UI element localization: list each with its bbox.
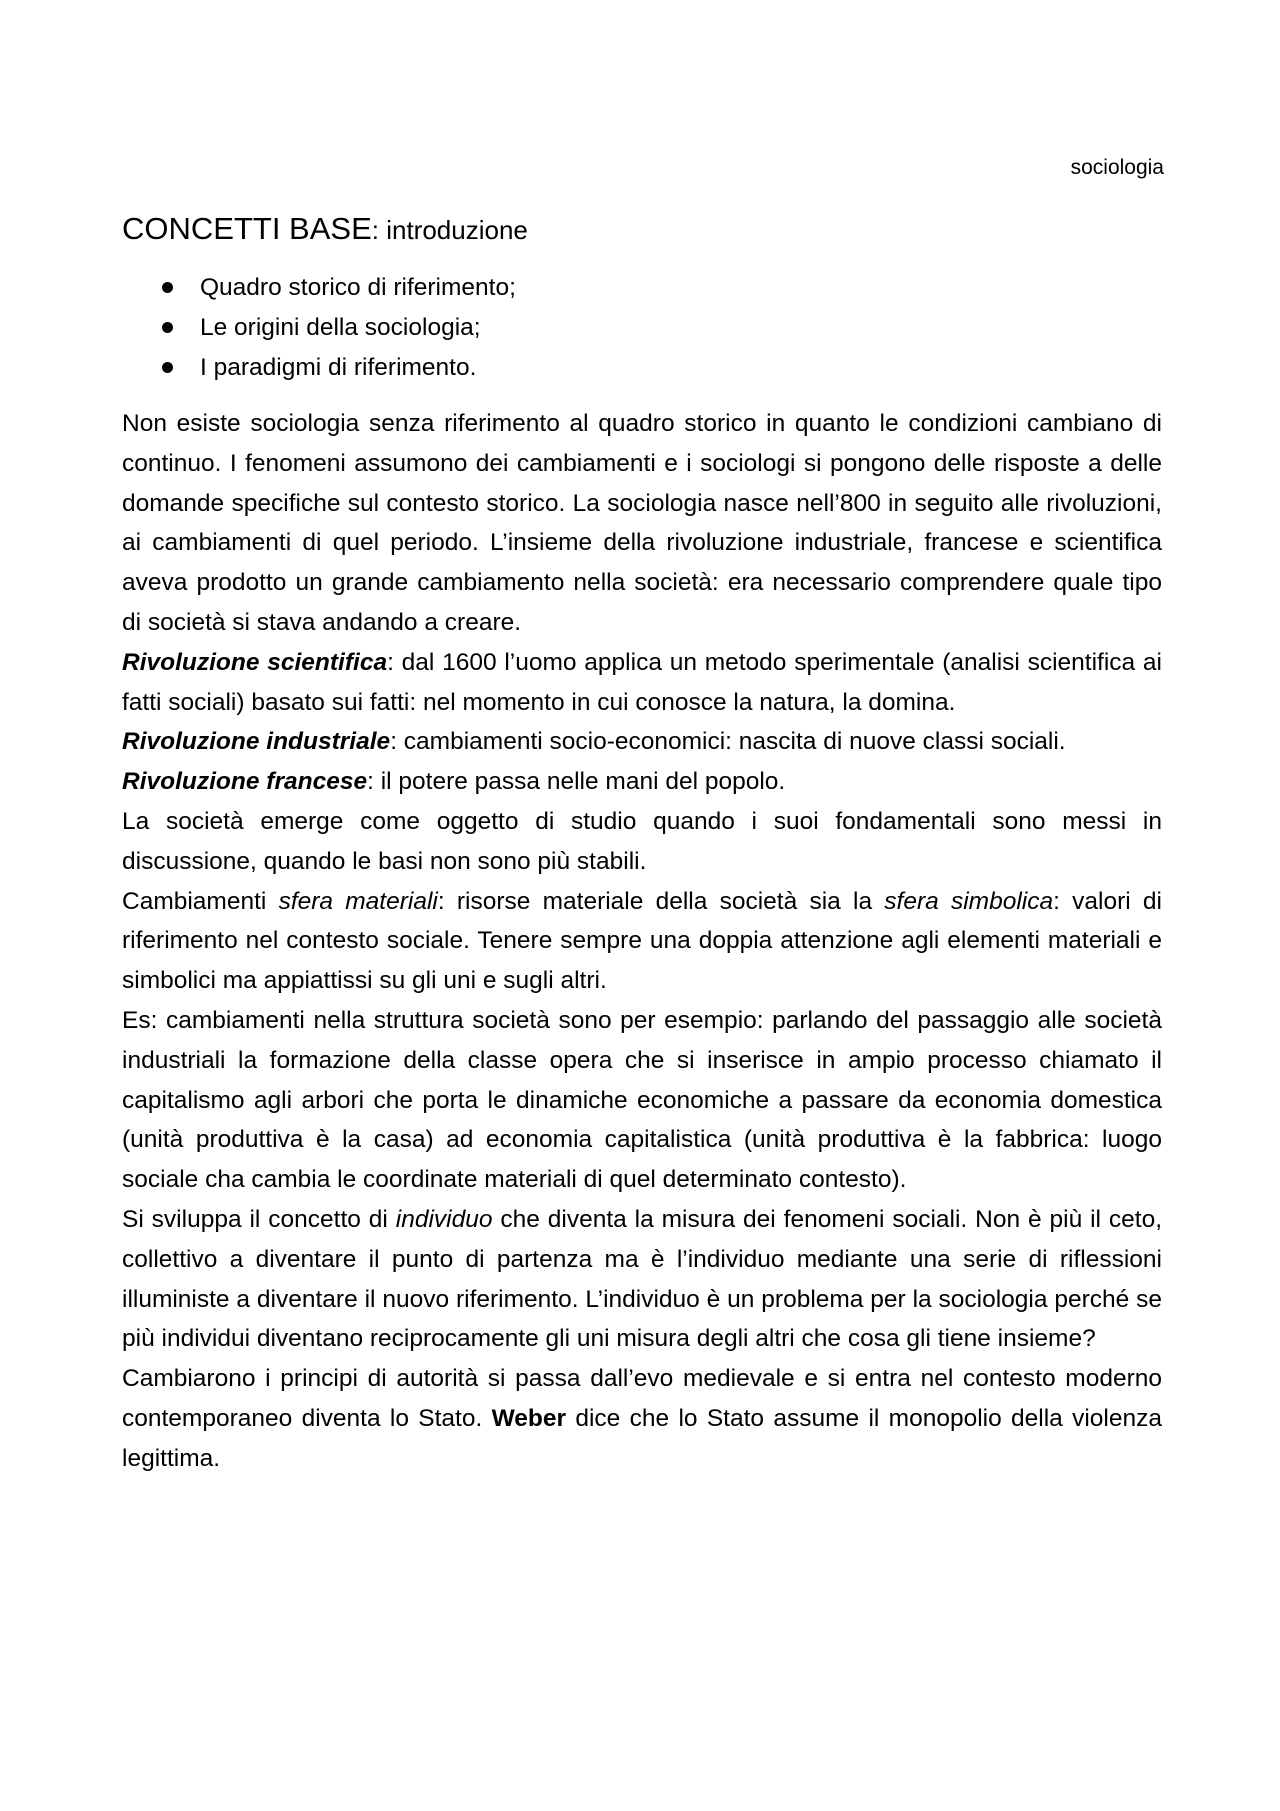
- term-scientific-revolution: Rivoluzione scientifica: [122, 648, 388, 676]
- list-item-text: I paradigmi di riferimento.: [200, 354, 477, 381]
- list-item: [158, 308, 516, 348]
- paragraph-text: : dal 1600 l’uomo applica un metodo sperimentale (analisi scientifica ai fatti sociali) basato sui fatti: nel momento in cui conosce la natura, la domina.: [122, 648, 1162, 716]
- paragraph-society-object: La società emerge come oggetto di studio quando i suoi fondamentali sono messi in discussione, quando le basi non sono più stabili.: [122, 807, 1162, 875]
- term-industrial-revolution: Rivoluzione industriale: [122, 728, 391, 756]
- paragraph-text: Cambiarono i principi di autorità si passa dall’evo medievale e si entra nel contesto moderno contemporaneo diventa lo Stato.: [122, 1365, 1162, 1432]
- paragraph-individual: [122, 1200, 1162, 1359]
- term-symbolic-sphere: sfera simbolica: [884, 887, 1054, 915]
- paragraph-material-symbolic: [122, 882, 1162, 1001]
- bullet-icon: [162, 362, 173, 373]
- body-text: [122, 404, 1162, 1479]
- bullet-icon: [162, 322, 173, 333]
- topic-list: [158, 268, 516, 388]
- list-item-text: Le origini della sociologia;: [200, 314, 481, 341]
- paragraph-text: dice che lo Stato assume il monopolio della violenza legittima.: [122, 1404, 1162, 1472]
- paragraph-authority: [122, 1359, 1162, 1478]
- page-title-main: CONCETTI BASE: [122, 211, 372, 246]
- term-material-sphere: sfera materiali: [278, 887, 438, 915]
- paragraph-industrial-revolution: [122, 722, 1162, 762]
- term-individual: individuo: [395, 1205, 493, 1233]
- paragraph-text: : il potere passa nelle mani del popolo.: [367, 768, 786, 796]
- paragraph-text: che diventa la misura dei fenomeni sociali. Non è più il ceto, collettivo a diventare il punto di partenza ma è l’individuo mediante una serie di riflessioni illuministe a diventare il nuovo riferimento. L’individuo è un problema per la sociologia perché se più individui diventano reciprocamente gli uni misura degli altri che cosa gli tiene insieme?: [122, 1205, 1162, 1353]
- list-item: [158, 268, 516, 308]
- paragraph-french-revolution: [122, 762, 1162, 802]
- paragraph-example: Es: cambiamenti nella struttura società sono per esempio: parlando del passaggio alle società industriali la formazione della classe opera che si inserisce in ampio processo chiamato il capitalismo agli arbori che porta le dinamiche economiche a passare da economia domestica (unità produttiva è la casa) ad economia capitalistica (unità produttiva è la fabbrica: luogo sociale cha cambia le coordinate materiali di quel determinato contesto).: [122, 1006, 1162, 1194]
- header-subject: sociologia: [1070, 156, 1164, 179]
- list-item-text: Quadro storico di riferimento;: [200, 274, 516, 301]
- page-title: [122, 206, 1022, 252]
- paragraph-text: Si sviluppa il concetto di: [122, 1205, 396, 1233]
- paragraph-text: : cambiamenti socio-economici: nascita di nuove classi sociali.: [390, 728, 1066, 756]
- paragraph-text: : risorse materiale della società sia la: [437, 887, 885, 915]
- paragraph-text: Cambiamenti: [122, 887, 279, 915]
- paragraph-text: : valori di riferimento nel contesto sociale. Tenere sempre una doppia attenzione agli elementi materiali e simbolici ma appiattissi su gli uni e sugli altri.: [122, 887, 1162, 995]
- term-french-revolution: Rivoluzione francese: [122, 768, 368, 796]
- paragraph-intro: Non esiste sociologia senza riferimento al quadro storico in quanto le condizioni cambiano di continuo. I fenomeni assumono dei cambiamenti e i sociologi si pongono delle risposte a delle domande specifiche sul contesto storico. La sociologia nasce nell’800 in seguito alle rivoluzioni, ai cambiamenti di quel periodo. L’insieme della rivoluzione industriale, francese e scientifica aveva prodotto un grande cambiamento nella società: era necessario comprendere quale tipo di società si stava andando a creare.: [122, 410, 1162, 636]
- bullet-icon: [162, 282, 173, 293]
- paragraph-scientific-revolution: [122, 643, 1162, 723]
- term-weber: Weber: [491, 1404, 567, 1432]
- list-item: [158, 348, 516, 388]
- page-title-sub: : introduzione: [371, 215, 528, 245]
